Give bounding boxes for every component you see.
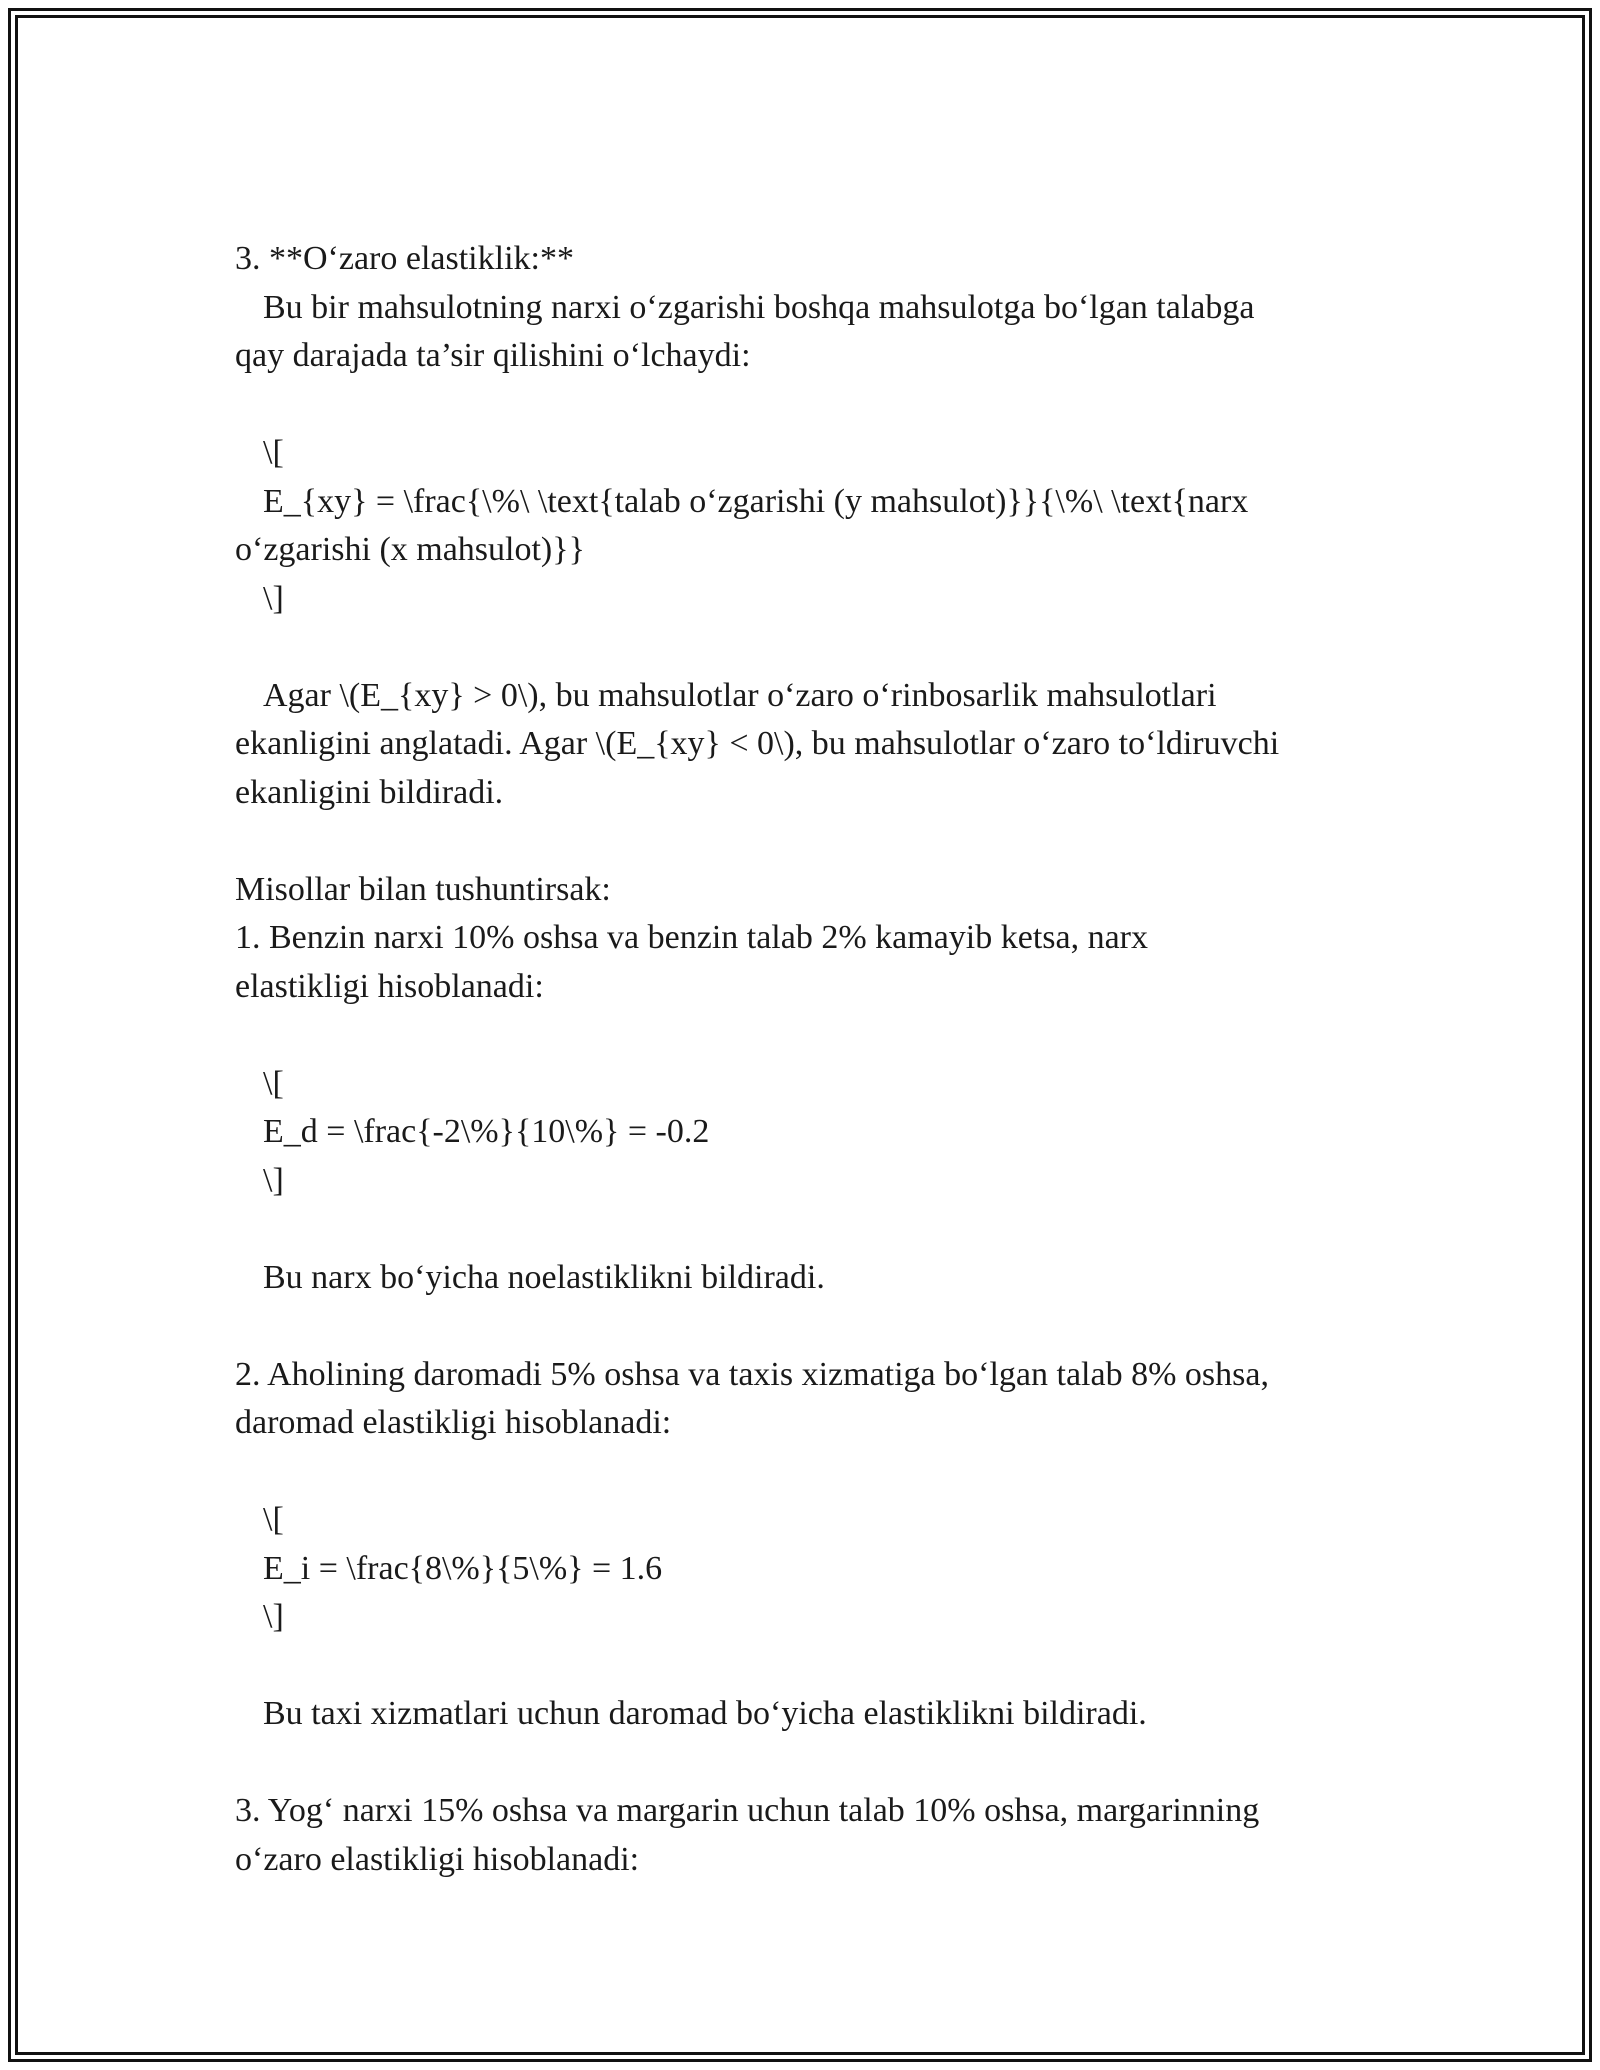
text-line: \] (263, 579, 284, 617)
text-line: E_{xy} = \frac{\%\ \text{talab o‘zgarishi (y mahsulot)}}{\%\ \text{narx (263, 482, 1249, 520)
text-line: \[ (263, 1064, 284, 1102)
text-line: elastikligi hisoblanadi: (235, 967, 544, 1005)
text-line: Bu taxi xizmatlari uchun daromad bo‘yicha elastiklikni bildiradi. (263, 1695, 1147, 1732)
blank-line (235, 1302, 1385, 1351)
blank-line (235, 1739, 1385, 1788)
text-line: ekanligini anglatadi. Agar \(E_{xy} < 0\), bu mahsulotlar o‘zaro to‘ldiruvchi (235, 725, 1280, 762)
text-line: \[ (263, 434, 284, 471)
text-line: 2. Aholining daromadi 5% oshsa va taxis xizmatiga bo‘lgan talab 8% oshsa, (235, 1355, 1269, 1393)
text-line: qay darajada ta’sir qilishini o‘lchaydi: (235, 337, 751, 374)
blank-line (235, 1205, 1385, 1254)
text-line: ekanligini bildiradi. (235, 773, 504, 811)
text-line: 3. Yog‘ narxi 15% oshsa va margarin uchun talab 10% oshsa, margarinning (235, 1792, 1260, 1829)
text-line: o‘zgarishi (x mahsulot)}} (235, 531, 585, 568)
text-line: Agar \(E_{xy} > 0\), bu mahsulotlar o‘zaro o‘rinbosarlik mahsulotlari (263, 676, 1217, 714)
text-line: daromad elastikligi hisoblanadi: (235, 1404, 672, 1441)
text-line: \] (263, 1598, 284, 1635)
document-body (235, 235, 1385, 1884)
text-line: Bu narx bo‘yicha noelastiklikni bildiradi. (263, 1258, 825, 1296)
text-line: 3. **O‘zaro elastiklik:** (235, 240, 574, 277)
text-line: Bu bir mahsulotning narxi o‘zgarishi boshqa mahsulotga bo‘lgan talabga (263, 288, 1255, 326)
blank-line (235, 623, 1385, 672)
text-line: \] (263, 1161, 284, 1199)
text-line: E_d = \frac{-2\%}{10\%} = -0.2 (263, 1113, 710, 1150)
text-line: 1. Benzin narxi 10% oshsa va benzin talab 2% kamayib ketsa, narx (235, 919, 1149, 956)
blank-line (235, 381, 1385, 430)
blank-line (235, 1011, 1385, 1060)
blank-line (235, 1642, 1385, 1691)
blank-line (235, 817, 1385, 866)
text-line: \[ (263, 1501, 284, 1538)
text-line: E_i = \frac{8\%}{5\%} = 1.6 (263, 1549, 663, 1587)
text-line: Misollar bilan tushuntirsak: (235, 870, 611, 908)
blank-line (235, 1448, 1385, 1497)
text-line: o‘zaro elastikligi hisoblanadi: (235, 1840, 640, 1878)
